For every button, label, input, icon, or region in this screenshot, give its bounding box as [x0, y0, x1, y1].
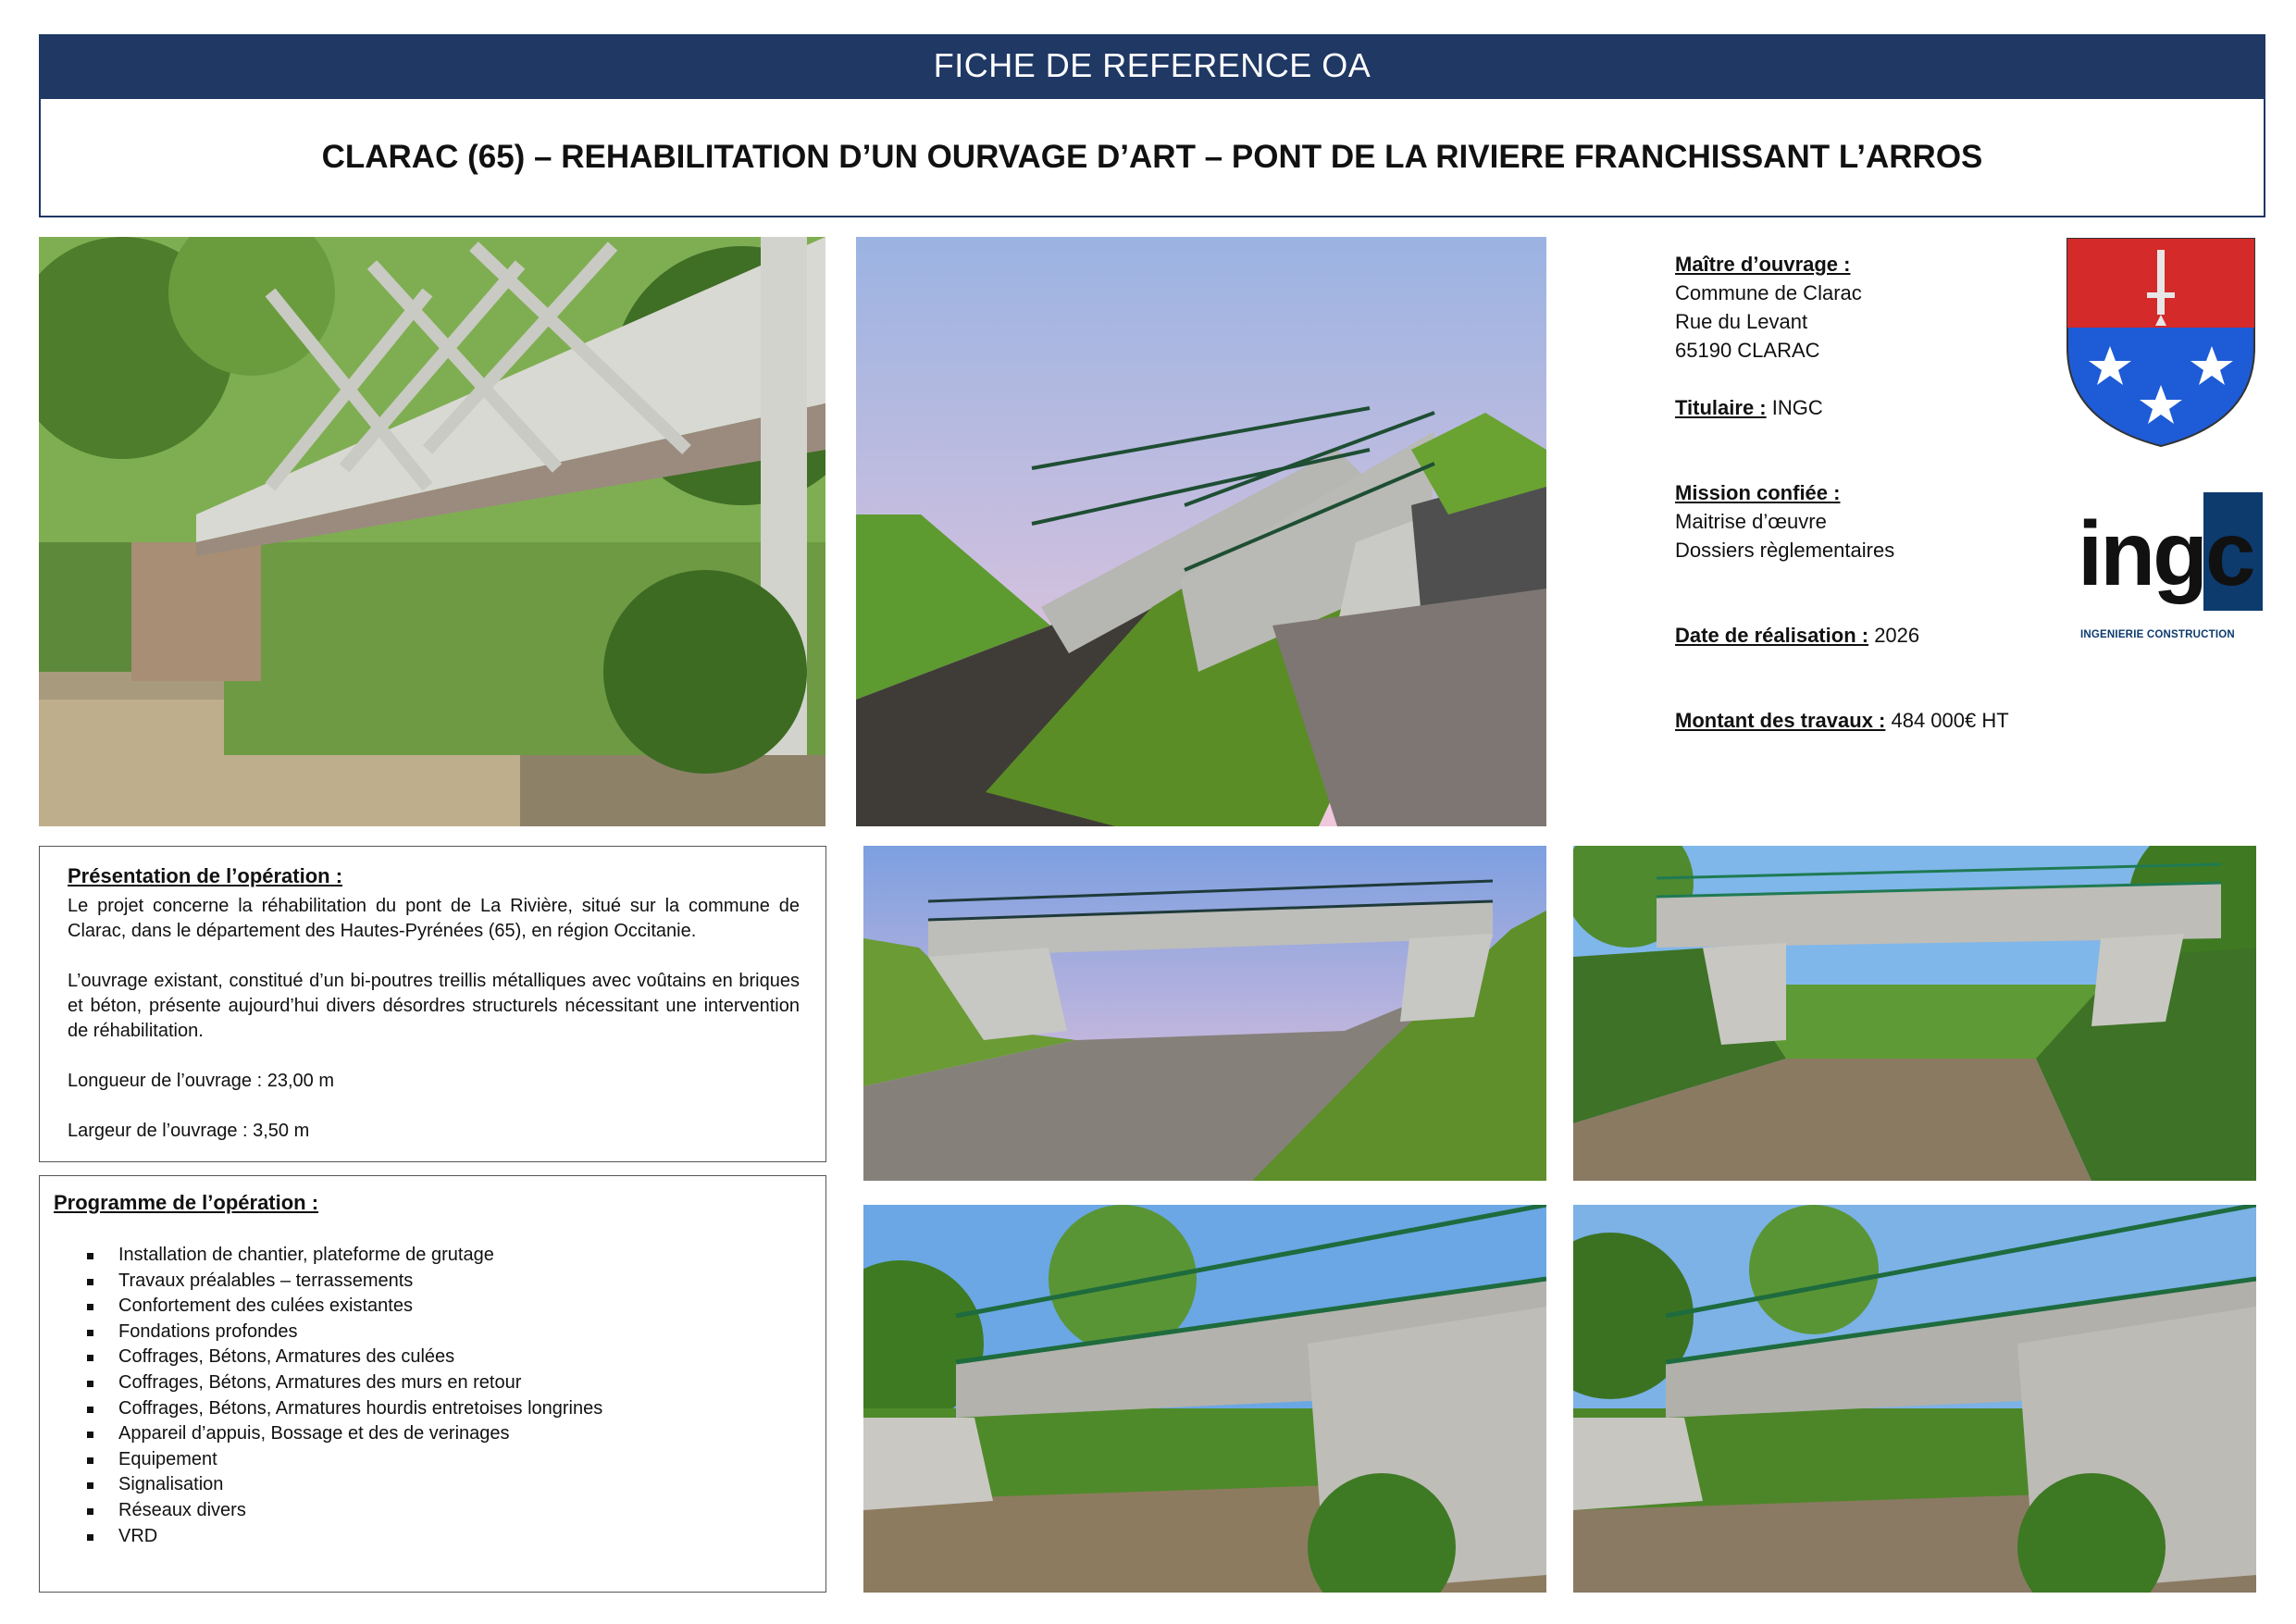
main-title: CLARAC (65) – REHABILITATION D’UN OURVAGE D’ART – PONT DE LA RIVIERE FRANCHISSANT L’ARROS [321, 139, 1983, 175]
date-value: 2026 [1868, 624, 1920, 647]
clarac-crest [2066, 237, 2256, 448]
date-block [1675, 621, 2082, 650]
photomontage-left-angle [863, 1205, 1546, 1593]
project-info [1675, 250, 2082, 763]
logo-letters: ingc [2078, 502, 2253, 604]
montant-block [1675, 706, 2082, 735]
mission-line: Dossiers règlementaires [1675, 539, 1895, 562]
list-item: Equipement [118, 1447, 812, 1473]
ingc-logo [2078, 492, 2263, 643]
presentation-largeur: Largeur de l’ouvrage : 3,50 m [68, 1121, 310, 1141]
list-item: Coffrages, Bétons, Armatures des murs en retour [118, 1370, 812, 1396]
programme-box [39, 1175, 826, 1593]
montant-label: Montant des travaux : [1675, 709, 1886, 732]
sword-and-three-stars-crest-icon [2066, 237, 2256, 448]
photo-existing-bridge [39, 237, 825, 826]
list-item: Travaux préalables – terrassements [118, 1269, 812, 1295]
photomontage-right-angle [1573, 1205, 2256, 1593]
maitre-block [1675, 250, 2082, 365]
list-item: Coffrages, Bétons, Armatures hourdis entretoises longrines [118, 1396, 812, 1422]
programme-heading: Programme de l’opération : [54, 1191, 319, 1214]
photo-render-elevation [863, 846, 1546, 1181]
presentation-longueur: Longueur de l’ouvrage : 23,00 m [68, 1071, 334, 1091]
list-item: Appareil d’appuis, Bossage et des de verinages [118, 1421, 812, 1447]
titulaire-label: Titulaire : [1675, 396, 1767, 419]
presentation-paragraph: L’ouvrage existant, constitué d’un bi-poutres treillis métalliques avec voûtains en briques et béton, présente aujourd’hui divers désordres structurels nécessitant une intervention de réhabilitation. [68, 971, 800, 1041]
render-side-elevation [863, 846, 1546, 1181]
render-deck-perspective [856, 237, 1546, 826]
photo-montage-right [1573, 1205, 2256, 1593]
mission-line: Maitrise d’œuvre [1675, 510, 1827, 533]
list-item: Signalisation [118, 1472, 812, 1498]
title-box [39, 97, 2265, 217]
list-item: Réseaux divers [118, 1498, 812, 1524]
date-label: Date de réalisation : [1675, 624, 1869, 647]
photo-montage-river [1573, 846, 2256, 1181]
titulaire-block [1675, 393, 2082, 422]
existing-truss-bridge-photo [39, 237, 825, 826]
header-title: FICHE DE REFERENCE OA [933, 46, 1371, 84]
list-item: Installation de chantier, plateforme de grutage [118, 1243, 812, 1269]
presentation-box [39, 846, 826, 1162]
list-item: Fondations profondes [118, 1320, 812, 1345]
photo-montage-left [863, 1205, 1546, 1593]
programme-list [54, 1243, 812, 1549]
list-item: Confortement des culées existantes [118, 1294, 812, 1320]
presentation-paragraph: Le projet concerne la réhabilitation du pont de La Rivière, situé sur la commune de Clarac, dans le département des Hautes-Pyrénées (65), en région Occitanie. [68, 896, 800, 941]
photomontage-river-view [1573, 846, 2256, 1181]
mission-block [1675, 478, 2082, 564]
list-item: VRD [118, 1524, 812, 1550]
photo-render-deck [856, 237, 1546, 826]
maitre-line: Commune de Clarac [1675, 281, 1862, 304]
maitre-line: Rue du Levant [1675, 310, 1808, 333]
maitre-label: Maître d’ouvrage : [1675, 253, 1851, 276]
mission-label: Mission confiée : [1675, 481, 1841, 504]
logo-subtitle: INGENIERIE CONSTRUCTION [2080, 629, 2235, 640]
presentation-heading: Présentation de l’opération : [68, 864, 343, 887]
maitre-line: 65190 CLARAC [1675, 339, 1820, 362]
montant-value: 484 000€ HT [1885, 709, 2009, 732]
titulaire-value: INGC [1766, 396, 1823, 419]
list-item: Coffrages, Bétons, Armatures des culées [118, 1345, 812, 1370]
header-band [39, 34, 2265, 97]
